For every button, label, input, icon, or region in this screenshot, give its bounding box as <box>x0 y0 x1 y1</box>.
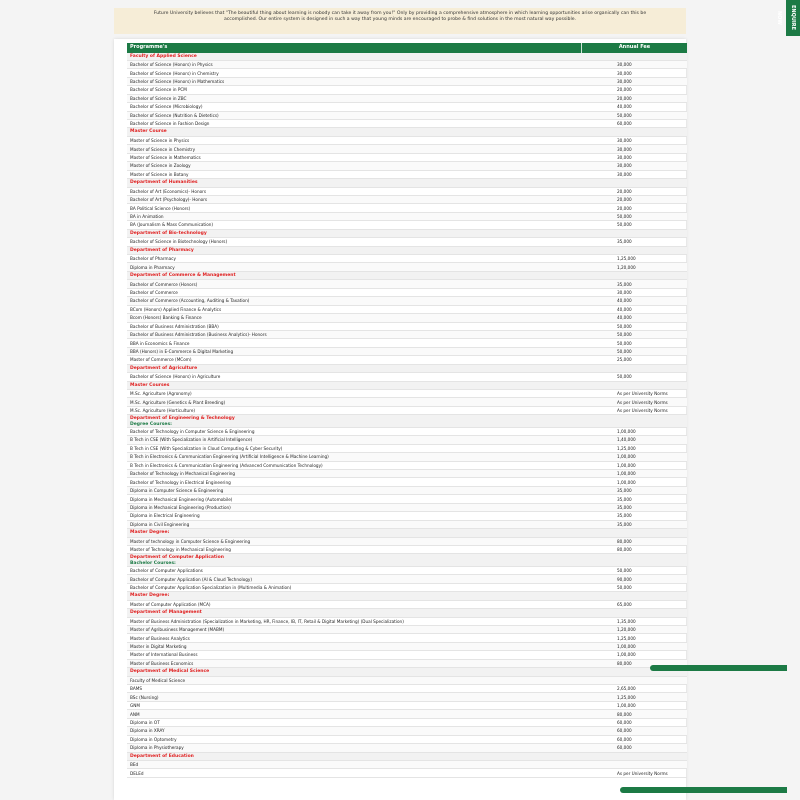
table-row <box>127 478 687 486</box>
table-row <box>127 314 687 322</box>
programme-name: DELEd <box>130 770 144 776</box>
table-row <box>127 188 687 196</box>
annual-fee: 60,000 <box>617 121 632 127</box>
annual-fee: 50,000 <box>617 568 632 574</box>
table-row <box>127 280 687 288</box>
annual-fee: 60,000 <box>617 745 632 751</box>
section-heading <box>127 382 687 390</box>
programme-name: Bachelor of Art (Economics)- Honors <box>130 188 207 194</box>
intro-banner <box>114 8 686 34</box>
programme-name: M.Sc. Agriculture (Genetics & Plant Breeding) <box>130 399 226 405</box>
programme-name: Bachelor of Science in Fashion Design <box>130 121 210 127</box>
programme-name: Bachelor of Science (Nutrition & Dietetics) <box>130 112 219 118</box>
table-row <box>127 584 687 592</box>
table-row <box>127 660 687 668</box>
table-row <box>127 238 687 246</box>
annual-fee: 1,25,000 <box>617 635 636 641</box>
programme-name: Diploma in Mechanical Engineering (Automobile) <box>130 496 233 502</box>
section-heading <box>127 230 687 238</box>
section-subtitle: Bachelor Courses: <box>130 560 176 566</box>
header-annual-fee: Annual Fee <box>618 44 651 50</box>
programme-name: Master of Science in Zoology <box>130 163 191 169</box>
annual-fee: 30,000 <box>617 163 632 169</box>
annual-fee: 50,000 <box>617 222 632 228</box>
programme-name: BA (Journalism & Mass Communication) <box>130 222 214 228</box>
table-row <box>127 462 687 470</box>
annual-fee: 25,000 <box>617 357 632 363</box>
programme-name: B Tech in CSE (With Specialization in Artificial Intelligence) <box>130 437 253 443</box>
fee-table-header <box>127 43 687 53</box>
section-title: Department of Commerce & Management <box>130 272 236 278</box>
table-row <box>127 323 687 331</box>
table-row <box>127 154 687 162</box>
table-row <box>127 289 687 297</box>
fee-table-body <box>127 53 687 778</box>
annual-fee: 30,000 <box>617 62 632 68</box>
annual-fee: 30,000 <box>617 171 632 177</box>
section-heading <box>127 53 687 61</box>
section-heading <box>127 415 687 428</box>
fee-table <box>127 43 687 778</box>
programme-name: Bachelor of Science (Honors) in Physics <box>130 62 213 68</box>
table-row <box>127 710 687 718</box>
programme-name: Master of Science in Physics <box>130 138 190 144</box>
programme-name: M.Sc. Agriculture (Horticulture) <box>130 408 196 414</box>
annual-fee: 50,000 <box>617 584 632 590</box>
chat-widget-bar[interactable] <box>650 665 787 671</box>
section-title: Department of Management <box>130 610 202 616</box>
programme-name: Bachelor of Science (Honors) in Agriculture <box>130 374 221 380</box>
table-row <box>127 221 687 229</box>
programme-name: Diploma in Computer Science & Engineering <box>130 488 224 494</box>
programme-name: Master of Science in Mathematics <box>130 154 201 160</box>
table-row <box>127 693 687 701</box>
section-heading <box>127 128 687 136</box>
programme-name: Diploma in Optometry <box>130 736 177 742</box>
annual-fee: 40,000 <box>617 306 632 312</box>
section-heading <box>127 592 687 600</box>
programme-name: Bachelor of Art (Psychology)- Honors <box>130 197 208 203</box>
programme-name: Master of Commerce (MCom) <box>130 357 192 363</box>
annual-fee: 80,000 <box>617 711 632 717</box>
programme-name: Bachelor of Science in ZBC <box>130 95 187 101</box>
annual-fee: 80,000 <box>617 547 632 553</box>
table-row <box>127 162 687 170</box>
table-row <box>127 145 687 153</box>
table-row <box>127 436 687 444</box>
programme-name: Master of Science in Botany <box>130 171 189 177</box>
section-heading <box>127 365 687 373</box>
annual-fee: 1,25,000 <box>617 445 636 451</box>
section-title: Master Degree: <box>130 593 170 599</box>
programme-name: Master of Business Analytics <box>130 635 190 641</box>
section-heading <box>127 272 687 280</box>
annual-fee: 80,000 <box>617 660 632 666</box>
table-row <box>127 78 687 86</box>
annual-fee: 1,00,000 <box>617 703 636 709</box>
table-row <box>127 626 687 634</box>
table-row <box>127 445 687 453</box>
chat-widget-bar-bottom[interactable] <box>620 787 787 793</box>
table-row <box>127 546 687 554</box>
annual-fee: 20,000 <box>617 95 632 101</box>
table-row <box>127 487 687 495</box>
annual-fee: 40,000 <box>617 315 632 321</box>
section-title: Department of Bio-technology <box>130 230 207 236</box>
table-row <box>127 297 687 305</box>
table-row <box>127 306 687 314</box>
table-row <box>127 512 687 520</box>
programme-name: Bachelor of Commerce (Honors) <box>130 281 198 287</box>
annual-fee: 1,35,000 <box>617 618 636 624</box>
programme-name: BAMS <box>130 686 143 692</box>
table-row <box>127 120 687 128</box>
programme-name: BCom (Honors) Applied Finance & Analytics <box>130 306 222 312</box>
table-row <box>127 677 687 685</box>
table-row <box>127 567 687 575</box>
annual-fee: 1,25,000 <box>617 694 636 700</box>
annual-fee: As per University Norms <box>617 399 668 405</box>
section-heading <box>127 554 687 567</box>
programme-name: Bachelor of Science in Biotechnology (Honors) <box>130 239 228 245</box>
annual-fee: 35,000 <box>617 513 632 519</box>
annual-fee: 20,000 <box>617 87 632 93</box>
table-row <box>127 103 687 111</box>
annual-fee: 1,20,000 <box>617 627 636 633</box>
annual-fee: 35,000 <box>617 504 632 510</box>
programme-name: B Tech in CSE (With Specialization in Cloud Computing & Cyber Security) <box>130 445 283 451</box>
annual-fee: 1,00,000 <box>617 454 636 460</box>
programme-name: Diploma in Electrical Engineering <box>130 513 200 519</box>
programme-name: Diploma in Civil Engineering <box>130 521 190 527</box>
annual-fee: 30,000 <box>617 79 632 85</box>
annual-fee: 35,000 <box>617 239 632 245</box>
section-heading <box>127 609 687 617</box>
programme-name: BA Political Science (Honors) <box>130 205 191 211</box>
annual-fee: 60,000 <box>617 736 632 742</box>
annual-fee: 90,000 <box>617 576 632 582</box>
programme-name: Master of technology in Computer Science & Engineering <box>130 538 251 544</box>
annual-fee: 1,00,000 <box>617 479 636 485</box>
annual-fee: 1,00,000 <box>617 462 636 468</box>
programme-name: Master of Agribusiness Management (MABM) <box>130 627 225 633</box>
table-row <box>127 112 687 120</box>
table-row <box>127 356 687 364</box>
annual-fee: 1,40,000 <box>617 437 636 443</box>
programme-name: ANM <box>130 711 140 717</box>
programme-name: Master of Business Administration (Specialization in Marketing, HR, Finance, IB, IT, Retail & Digital Marketing) (Dual Specialization) <box>130 618 404 624</box>
table-row <box>127 407 687 415</box>
annual-fee: 50,000 <box>617 374 632 380</box>
table-row <box>127 470 687 478</box>
programme-name: Diploma in OT <box>130 719 160 725</box>
table-row <box>127 171 687 179</box>
table-row <box>127 398 687 406</box>
programme-name: Master of International Business <box>130 652 198 658</box>
annual-fee: 80,000 <box>617 538 632 544</box>
table-row <box>127 95 687 103</box>
annual-fee: 50,000 <box>617 214 632 220</box>
annual-fee: 50,000 <box>617 112 632 118</box>
programme-name: Master of Business Economics <box>130 660 194 666</box>
programme-name: GNM <box>130 703 140 709</box>
table-row <box>127 618 687 626</box>
programme-name: Bachelor of Science (Honors) in Chemistry <box>130 70 219 76</box>
table-row <box>127 348 687 356</box>
programme-name: Master in Digital Marketing <box>130 644 187 650</box>
intro-text: Future University believes that "The beautiful thing about learning is nobody can take it away from you!" Only by providing a comprehensive atmosphere in which learning opportunities arise organically can this be accomplished. Our entire system is designed in such a way that young minds are encouraged to probe & find solutions in the most natural way possible. <box>153 11 647 23</box>
annual-fee: 50,000 <box>617 349 632 355</box>
annual-fee: 20,000 <box>617 188 632 194</box>
table-row <box>127 702 687 710</box>
annual-fee: As per University Norms <box>617 770 668 776</box>
annual-fee: 35,000 <box>617 496 632 502</box>
section-title: Department of Agriculture <box>130 365 198 371</box>
table-row <box>127 213 687 221</box>
section-title: Department of Humanities <box>130 180 198 186</box>
annual-fee: 30,000 <box>617 70 632 76</box>
annual-fee: As per University Norms <box>617 408 668 414</box>
annual-fee: 50,000 <box>617 332 632 338</box>
programme-name: Bachelor of Computer Application (AI & Cloud Technology) <box>130 576 253 582</box>
programme-name: Bachelor of Business Administration (Business Analytics)- Honors <box>130 332 267 338</box>
section-title: Department of Medical Science <box>130 669 210 675</box>
programme-name: Bachelor of Commerce (Accounting, Auditing & Taxation) <box>130 298 250 304</box>
annual-fee: 1,20,000 <box>617 264 636 270</box>
table-row <box>127 137 687 145</box>
table-row <box>127 769 687 777</box>
annual-fee: 20,000 <box>617 197 632 203</box>
programme-name: Master of Technology in Mechanical Engineering <box>130 547 231 553</box>
programme-name: Diploma in XRAY <box>130 728 165 734</box>
programme-name: BBA in Economics & Finance <box>130 340 190 346</box>
programme-name: Master of Science in Chemistry <box>130 146 196 152</box>
section-title: Master Course <box>130 129 167 135</box>
table-row <box>127 744 687 752</box>
table-row <box>127 390 687 398</box>
table-row <box>127 651 687 659</box>
programme-name: Bachelor of Technology in Computer Science & Engineering <box>130 429 255 435</box>
table-row <box>127 204 687 212</box>
annual-fee: 40,000 <box>617 298 632 304</box>
programme-name: Diploma in Pharmacy <box>130 264 175 270</box>
annual-fee: As per University Norms <box>617 391 668 397</box>
table-row <box>127 86 687 94</box>
table-row <box>127 196 687 204</box>
section-title: Faculty of Applied Science <box>130 53 197 59</box>
annual-fee: 30,000 <box>617 289 632 295</box>
enquire-now-tab[interactable]: ENQUIRE NOW <box>786 0 800 36</box>
annual-fee: 35,000 <box>617 488 632 494</box>
programme-name: Bachelor of Commerce <box>130 289 178 295</box>
section-title: Department of Engineering & Technology <box>130 415 235 421</box>
programme-name: BBA (Honors) in E-Commerce & Digital Marketing <box>130 349 234 355</box>
section-heading <box>127 247 687 255</box>
section-heading <box>127 753 687 761</box>
header-programme: Programme's <box>127 43 582 53</box>
programme-name: B Tech in Electronics & Communication Engineering (Advanced Communication Technology) <box>130 462 323 468</box>
fee-structure-card <box>114 39 686 800</box>
section-heading <box>127 668 687 676</box>
table-row <box>127 685 687 693</box>
section-title: Department of Pharmacy <box>130 247 194 253</box>
annual-fee: 1,00,000 <box>617 429 636 435</box>
annual-fee: 35,000 <box>617 281 632 287</box>
annual-fee: 2,65,000 <box>617 686 636 692</box>
programme-name: Master of Computer Application (MCA) <box>130 601 211 607</box>
table-row <box>127 575 687 583</box>
table-row <box>127 538 687 546</box>
table-row <box>127 634 687 642</box>
table-row <box>127 736 687 744</box>
programme-name: Bachelor of Science (Honors) in Mathematics <box>130 79 225 85</box>
table-row <box>127 761 687 769</box>
annual-fee: 50,000 <box>617 340 632 346</box>
table-row <box>127 719 687 727</box>
section-subtitle: Degree Courses: <box>130 421 172 427</box>
annual-fee: 1,00,000 <box>617 644 636 650</box>
programme-name: Bachelor of Technology in Electrical Engineering <box>130 479 231 485</box>
programme-name: Bachelor of Pharmacy <box>130 256 176 262</box>
table-row <box>127 61 687 69</box>
programme-name: B Tech in Electronics & Communication Engineering (Artificial Intelligence & Machine Learning) <box>130 454 329 460</box>
annual-fee: 1,00,000 <box>617 471 636 477</box>
table-row <box>127 69 687 77</box>
table-row <box>127 339 687 347</box>
programme-name: BEd <box>130 762 139 768</box>
programme-name: Faculty of Medical Science <box>130 677 186 683</box>
programme-name: Bachelor of Technology in Mechanical Engineering <box>130 471 236 477</box>
annual-fee: 65,000 <box>617 601 632 607</box>
table-row <box>127 428 687 436</box>
programme-name: Diploma in Physiotherapy <box>130 745 184 751</box>
table-row <box>127 495 687 503</box>
table-row <box>127 263 687 271</box>
programme-name: Bcom (Honors) Banking & Finance <box>130 315 202 321</box>
table-row <box>127 601 687 609</box>
programme-name: Bachelor of Computer Applications <box>130 568 203 574</box>
section-title: Department of Education <box>130 753 194 759</box>
programme-name: BA in Animation <box>130 214 164 220</box>
programme-name: Bachelor of Science in PCM <box>130 87 187 93</box>
programme-name: Bachelor of Science (Microbiology) <box>130 104 203 110</box>
annual-fee: 60,000 <box>617 719 632 725</box>
section-title: Master Degree: <box>130 530 170 536</box>
annual-fee: 30,000 <box>617 138 632 144</box>
table-row <box>127 504 687 512</box>
table-row <box>127 453 687 461</box>
table-row <box>127 255 687 263</box>
annual-fee: 1,25,000 <box>617 256 636 262</box>
annual-fee: 50,000 <box>617 323 632 329</box>
table-row <box>127 643 687 651</box>
annual-fee: 35,000 <box>617 521 632 527</box>
annual-fee: 30,000 <box>617 146 632 152</box>
table-row <box>127 373 687 381</box>
programme-name: Diploma in Mechanical Engineering (Production) <box>130 504 231 510</box>
annual-fee: 60,000 <box>617 728 632 734</box>
annual-fee: 20,000 <box>617 205 632 211</box>
programme-name: Bachelor of Business Administration (BBA) <box>130 323 219 329</box>
section-heading <box>127 179 687 187</box>
section-title: Master Courses <box>130 382 170 388</box>
annual-fee: 1,00,000 <box>617 652 636 658</box>
annual-fee: 30,000 <box>617 154 632 160</box>
programme-name: BSc (Nursing) <box>130 694 159 700</box>
programme-name: Bachelor of Computer Application Specialization in (Multimedia & Animation) <box>130 584 292 590</box>
table-row <box>127 521 687 529</box>
table-row <box>127 727 687 735</box>
table-row <box>127 331 687 339</box>
section-heading <box>127 529 687 537</box>
annual-fee: 40,000 <box>617 104 632 110</box>
section-title: Department of Computer Application <box>130 554 224 560</box>
programme-name: M.Sc. Agriculture (Agronomy) <box>130 391 192 397</box>
